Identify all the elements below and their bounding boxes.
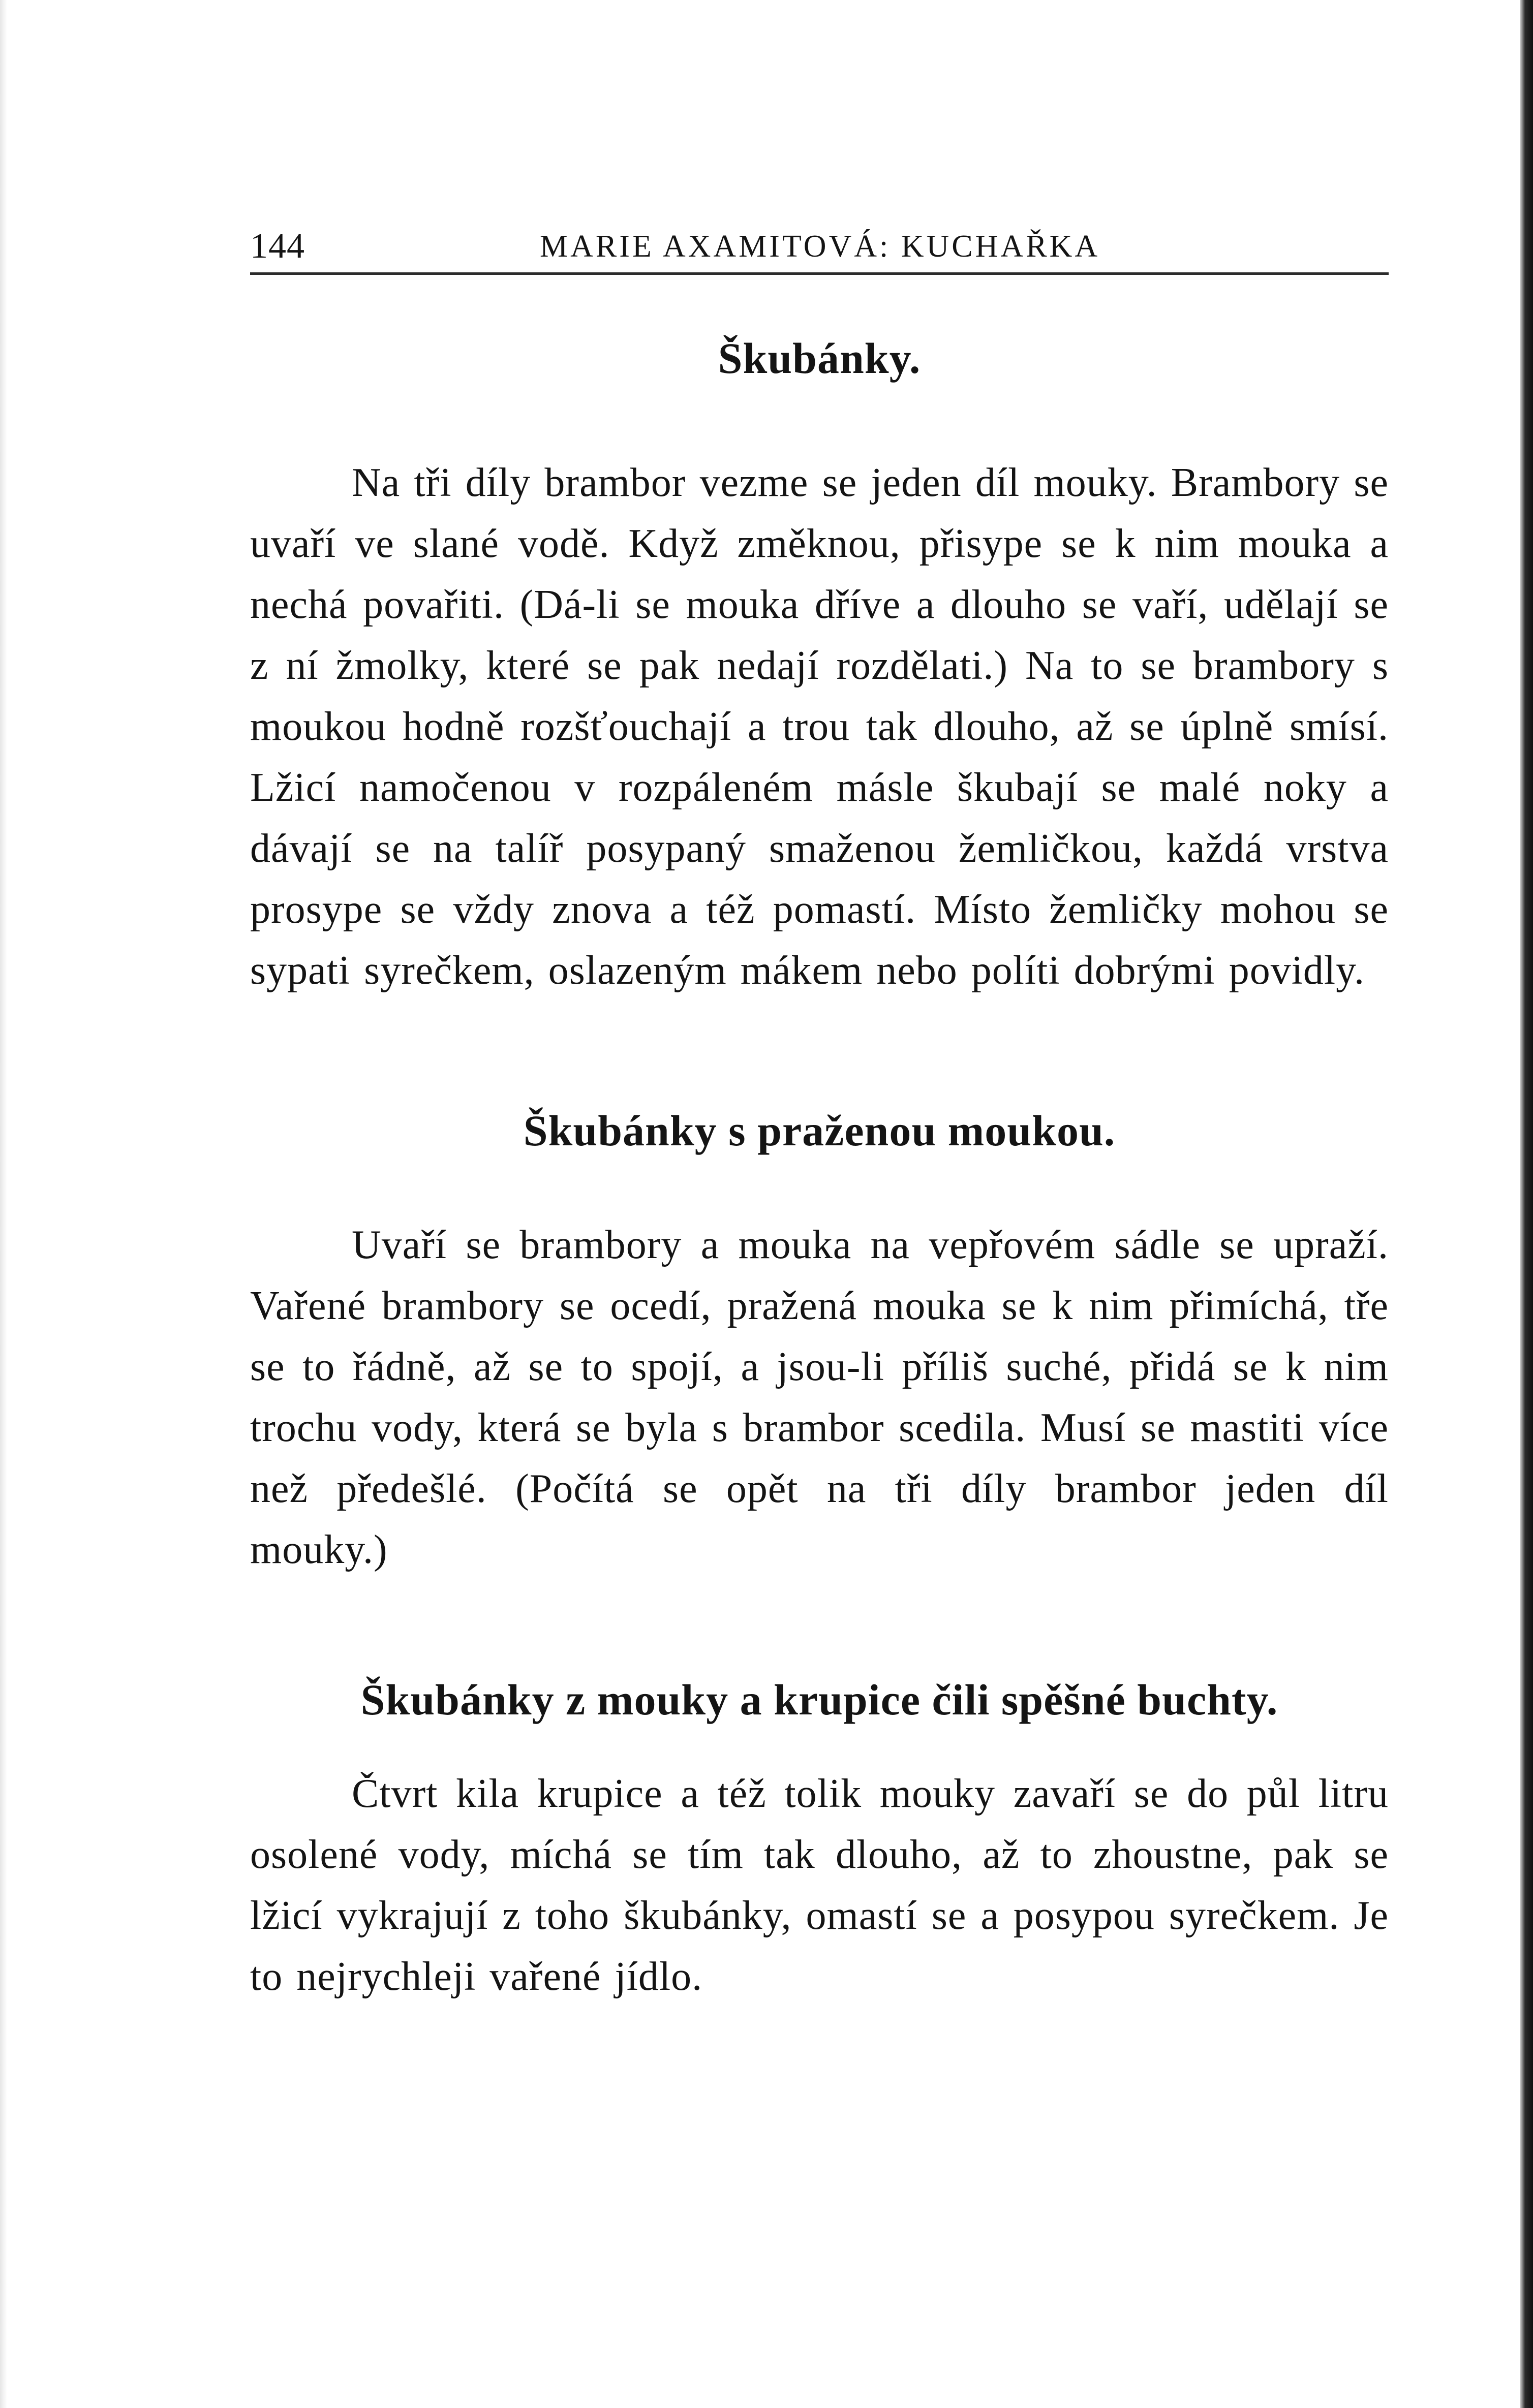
page-edge-left (0, 0, 7, 2408)
section-title: Škubánky. (718, 334, 921, 383)
section-title: Škubánky z mouky a krupice čili spěšné buchty. (360, 1675, 1278, 1724)
page-edge-right (1520, 0, 1533, 2408)
running-title: MARIE AXAMITOVÁ: KUCHAŘKA (540, 229, 1100, 264)
header-rule (250, 272, 1389, 275)
section-paragraph: Uvaří se brambory a mouka na vepřovém sádle se upraží. Vařené brambory se ocedí, pražená mouka se k nim přimíchá, tře se to řádně, až se to spojí, a jsou-li příliš suché, přidá se k nim trochu vody, která se byla s brambor scedila. Musí se mastiti více než předešlé. (Počítá se opět na tři díly brambor jeden díl mouky.) (250, 1223, 1389, 1572)
page-number: 144 (250, 227, 305, 266)
section-title: Škubánky s praženou moukou. (523, 1106, 1116, 1155)
page-content (250, 325, 1389, 2007)
section-paragraph: Čtvrt kila krupice a též tolik mouky zavaří se do půl litru osolené vody, míchá se tím tak dlouho, až to zhoustne, pak se lžicí vykrajují z toho škubánky, omastí se a posypou syrečkem. Je to nejrychleji vařené jídlo. (250, 1771, 1389, 1999)
page-header (250, 218, 1389, 274)
section-paragraph: Na tři díly brambor vezme se jeden díl mouky. Brambory se uvaří ve slané vodě. Když změknou, přisype se k nim mouka a nechá povařiti. (Dá-li se mouka dříve a dlouho se vaří, udělají se z ní žmolky, které se pak nedají rozdělati.) Na to se brambory s moukou hodně rozšťouchají a trou tak dlouho, až se úplně smísí. Lžicí namočenou v rozpáleném másle škubají se malé noky a dávají se na talíř posypaný smaženou žemličkou, každá vrstva prosype se vždy znova a též pomastí. Místo žemličky mohou se sypati syrečkem, oslazeným mákem nebo políti dobrými povidly. (250, 460, 1389, 993)
